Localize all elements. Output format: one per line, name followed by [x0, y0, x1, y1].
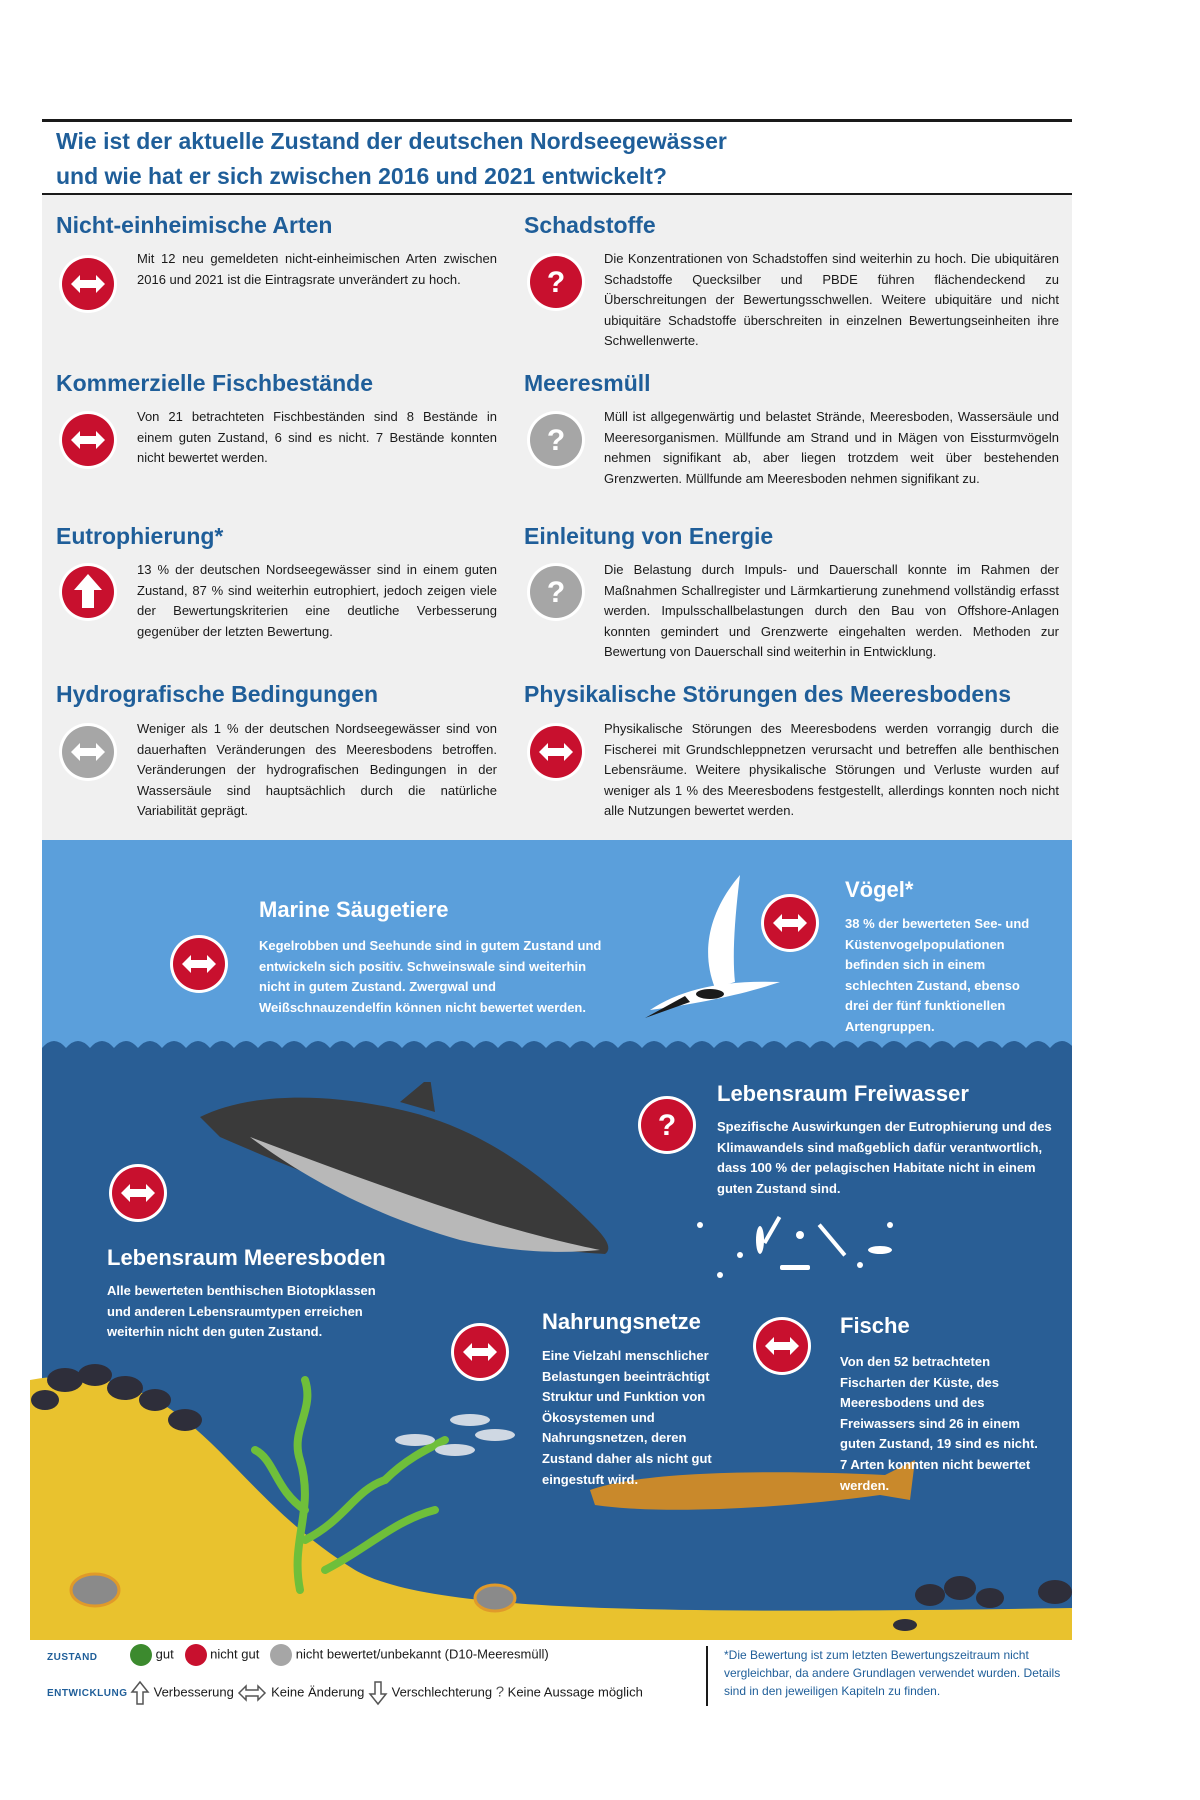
- heading-fish: Fische: [840, 1313, 910, 1338]
- legend-keine-aenderung: Keine Änderung: [271, 1684, 365, 1700]
- legend-footnote: *Die Bewertung ist zum letzten Bewertungszeitraum nicht vergleichbar, da andere Grundlagen verwendet wurden. Details sind in den jeweiligen Kapiteln zu finden.: [724, 1648, 1061, 1698]
- legend-entwicklung-label: ENTWICKLUNG: [47, 1688, 128, 1699]
- legend-gut: gut: [155, 1646, 174, 1662]
- heading-fish-stocks: Kommerzielle Fischbestände: [56, 370, 373, 396]
- status-sideways-arrow-icon: [58, 254, 118, 314]
- legend-status-row: [130, 1644, 549, 1666]
- text-hydro: Weniger als 1 % der deutschen Nordseegewässer sind von dauerhaften Veränderungen des Meeresbodens betroffen. Veränderungen der hydrografischen Bedingungen in der Wassersäule sind hauptsächlich durch die natürliche Variabilität geprägt.: [137, 721, 497, 819]
- heading-birds: Vögel*: [845, 877, 914, 902]
- text-birds: 38 % der bewerteten See- und Küstenvogelpopulationen befinden sich in einem schlechten Zustand, ebenso drei der fünf funktionellen Artengruppen.: [845, 916, 1030, 1034]
- text-benthic: Alle bewerteten benthischen Biotopklassen und anderen Lebensraumtypen erreichen weiterhin nicht den guten Zustand.: [107, 1283, 376, 1340]
- legend-unbekannt-dot-icon: [270, 1644, 292, 1666]
- legend-divider: [706, 1646, 708, 1706]
- page-title: [56, 124, 1016, 194]
- svg-text:?: ?: [546, 576, 566, 609]
- legend-sideways-arrow-icon: [237, 1683, 267, 1703]
- legend-trend-row: [130, 1680, 643, 1706]
- heading-non-native: Nicht-einheimische Arten: [56, 212, 333, 238]
- legend-keine-aussage: Keine Aussage möglich: [507, 1684, 643, 1700]
- status-sideways-arrow-icon: [450, 1322, 510, 1382]
- status-sideways-arrow-icon: [169, 934, 229, 994]
- text-energy: Die Belastung durch Impuls- und Dauerschall konnte im Rahmen der Maßnahmen Schallregister und Lärmkartierung zunehmend vollständig erfasst werden. Impulsschallbelastungen durch den Bau von Offshore-Anlagen konnten gemindert und Grenzwerte eingehalten werden. Methoden zur Bewertung von Dauerschall sind weiterhin in Entwicklung.: [604, 562, 1059, 660]
- text-pollutants: Die Konzentrationen von Schadstoffen sind weiterhin zu hoch. Die ubiquitären Schadstoffe Quecksilber und PBDE führen flächendeckend zu Überschreitungen der Bewertungsschwellen. Weitere ubiquitäre und nicht ubiquitäre Schadstoffe überschreiten in einzelnen Bewertungseinheiten ihre Schwellenwerte.: [604, 251, 1059, 349]
- status-sideways-arrow-icon: [58, 722, 118, 782]
- status-sideways-arrow-icon: [58, 410, 118, 470]
- legend-zustand-label: ZUSTAND: [47, 1652, 98, 1663]
- status-question-icon: [637, 1095, 697, 1155]
- title-top-rule: [42, 119, 1072, 122]
- heading-pelagic: Lebensraum Freiwasser: [717, 1081, 969, 1106]
- heading-foodwebs: Nahrungsnetze: [542, 1309, 701, 1334]
- legend-verschlechterung: Verschlechterung: [391, 1684, 493, 1700]
- heading-mammals: Marine Säugetiere: [259, 897, 449, 922]
- text-non-native: Mit 12 neu gemeldeten nicht-einheimischen Arten zwischen 2016 und 2021 ist die Eintragsrate unverändert zu hoch.: [137, 251, 497, 287]
- status-question-icon: [526, 562, 586, 622]
- legend-down-arrow-icon: [368, 1680, 388, 1706]
- text-pelagic: Spezifische Auswirkungen der Eutrophierung und des Klimawandels sind maßgeblich dafür verantwortlich, dass 100 % der pelagischen Habitate nicht in einem guten Zustand sind.: [717, 1119, 1052, 1196]
- text-mammals: Kegelrobben und Seehunde sind in gutem Zustand und entwickeln sich positiv. Schweinswale sind weiterhin nicht in gutem Zustand. Zwergwal und Weißschnauzendelfin können nicht bewertet werden.: [259, 938, 602, 1015]
- text-eutrophication: 13 % der deutschen Nordseegewässer sind in einem guten Zustand, 87 % sind weiterhin eutrophiert, jedoch zeigen viele der Bewertungskriterien eine deutliche Verbesserung gegenüber der letzten Bewertung.: [137, 562, 497, 639]
- svg-text:?: ?: [546, 424, 566, 457]
- status-sideways-arrow-icon: [760, 893, 820, 953]
- text-foodwebs: Eine Vielzahl menschlicher Belastungen beeinträchtigt Struktur und Funktion von Ökosystemen und Nahrungsnetzen, deren Zustand daher als nicht gut eingestuft wird.: [542, 1348, 712, 1487]
- status-up-arrow-icon: [58, 562, 118, 622]
- litter-plankton-icon: [680, 1205, 920, 1305]
- heading-litter: Meeresmüll: [524, 370, 651, 396]
- status-sideways-arrow-icon: [108, 1163, 168, 1223]
- page-title-line2: und wie hat er sich zwischen 2016 und 2021 entwickelt?: [56, 163, 667, 189]
- legend-gut-dot-icon: [130, 1644, 152, 1666]
- legend-unbekannt: nicht bewertet/unbekannt (D10-Meeresmüll): [295, 1646, 549, 1662]
- heading-benthic: Lebensraum Meeresboden: [107, 1245, 386, 1270]
- status-sideways-arrow-icon: [752, 1316, 812, 1376]
- legend-verbesserung: Verbesserung: [153, 1684, 234, 1700]
- status-question-icon: [526, 410, 586, 470]
- legend-nicht-gut: nicht gut: [210, 1646, 260, 1662]
- heading-pollutants: Schadstoffe: [524, 212, 656, 238]
- status-question-icon: [526, 252, 586, 312]
- legend-question-icon: ?: [495, 1683, 505, 1701]
- heading-hydro: Hydrografische Bedingungen: [56, 681, 379, 707]
- text-litter: Müll ist allgegenwärtig und belastet Strände, Meeresboden, Wassersäule und Meeresorganismen. Müllfunde am Strand und in Mägen von Eissturmvögeln nehmen signifikant ab, aber liegen trotzdem weit über bestehenden Grenzwerten. Müllfunde am Meeresboden nehmen signifikant zu.: [604, 409, 1059, 486]
- heading-energy: Einleitung von Energie: [524, 523, 774, 549]
- legend-up-arrow-icon: [130, 1680, 150, 1706]
- status-sideways-arrow-icon: [526, 722, 586, 782]
- page-title-line1: Wie ist der aktuelle Zustand der deutschen Nordseegewässer: [56, 128, 727, 154]
- small-fish-icon: [395, 1414, 515, 1456]
- text-seabed-disturbance: Physikalische Störungen des Meeresbodens werden vorrangig durch die Fischerei mit Grundschleppnetzen verursacht und betreffen alle benthischen Lebensräume. Weitere physikalische Störungen und Verluste wurden auf weniger als 1 % des Meeresbodens festgestellt, allerdings konnten noch nicht alle Nutzungen bewertet werden.: [604, 721, 1059, 819]
- text-fish: Von den 52 betrachteten Fischarten der Küste, des Meeresbodens und des Freiwassers sind 26 in einem guten Zustand, 19 sind es nicht. 7 Arten konnten nicht bewertet werden.: [840, 1354, 1038, 1493]
- heading-seabed-disturbance: Physikalische Störungen des Meeresbodens: [524, 681, 1011, 707]
- text-fish-stocks: Von 21 betrachteten Fischbeständen sind 8 Bestände in einem guten Zustand, 6 sind es nicht. 7 Bestände konnten nicht bewertet werden.: [137, 409, 497, 466]
- svg-text:?: ?: [657, 1109, 677, 1142]
- svg-text:?: ?: [546, 266, 566, 299]
- heading-eutrophication: Eutrophierung*: [56, 523, 224, 549]
- legend-nicht-gut-dot-icon: [185, 1644, 207, 1666]
